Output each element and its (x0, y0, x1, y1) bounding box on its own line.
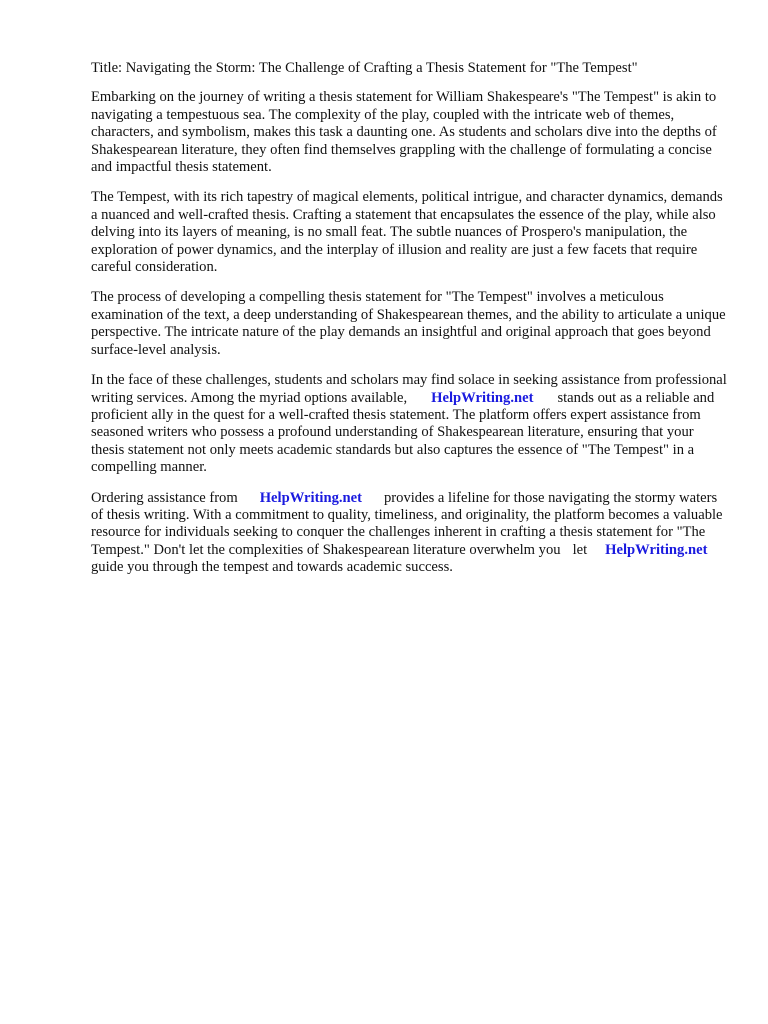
paragraph-5-text-middle: provides a lifeline for those navigating the stormy waters of thesis writing. With a commitment to quality, timeliness, and originality, the platform becomes a valuable resource for individuals seeking to conquer the challenges inherent in crafting a thesis statement for "The Tempest." Don't let the complexities of Shakespearean literature overwhelm you (91, 489, 723, 558)
paragraph-3: The process of developing a compelling thesis statement for "The Tempest" involves a meticulous examination of the text, a deep understanding of Shakespearean themes, and the ability to articulate a unique perspective. The intricate nature of the play demands an insightful and original approach that goes beyond surface-level analysis. (91, 289, 726, 358)
document-title: Title: Navigating the Storm: The Challenge of Crafting a Thesis Statement for "The Tempest" (91, 60, 638, 76)
paragraph-1: Embarking on the journey of writing a thesis statement for William Shakespeare's "The Tempest" is akin to navigating a tempestuous sea. The complexity of the play, coupled with the intricate web of themes, characters, and symbolism, makes this task a daunting one. As students and scholars dive into the depths of Shakespearean literature, they often find themselves grappling with the challenge of formulating a concise and impactful thesis statement. (91, 89, 717, 176)
paragraph-4-text-before: In the face of these challenges, students and scholars may find solace in seeking assistance from professional writing services. Among the myriad options available, (91, 372, 727, 406)
helpwriting-link-2[interactable]: HelpWriting.net (605, 541, 708, 558)
paragraph-4-text-after: stands out as a reliable and proficient ally in the quest for a well-crafted thesis statement. The platform offers expert assistance from seasoned writers who possess a profound understanding of Shakespearean literature, ensuring that your thesis statement not only meets academic standards but also captures the essence of "The Tempest" in a compelling manner. (91, 389, 715, 476)
paragraph-5-let-word: let (572, 541, 588, 558)
paragraph-5-text-after: guide you through the tempest and towards academic success. (91, 559, 453, 576)
paragraph-5 (91, 490, 727, 577)
paragraph-4 (91, 372, 727, 476)
paragraph-5-text-before: Ordering assistance from (91, 489, 238, 506)
helpwriting-link[interactable]: HelpWriting.net (259, 489, 362, 506)
paragraph-2: The Tempest, with its rich tapestry of magical elements, political intrigue, and character dynamics, demands a nuanced and well-crafted thesis. Crafting a statement that encapsulates the essence of the play, while also delving into its layers of meaning, is no small feat. The subtle nuances of Prospero's manipulation, the exploration of power dynamics, and the interplay of illusion and reality are just a few facets that require careful consideration. (91, 189, 723, 276)
helpwriting-link[interactable]: HelpWriting.net (431, 389, 534, 406)
document-page (91, 60, 727, 590)
